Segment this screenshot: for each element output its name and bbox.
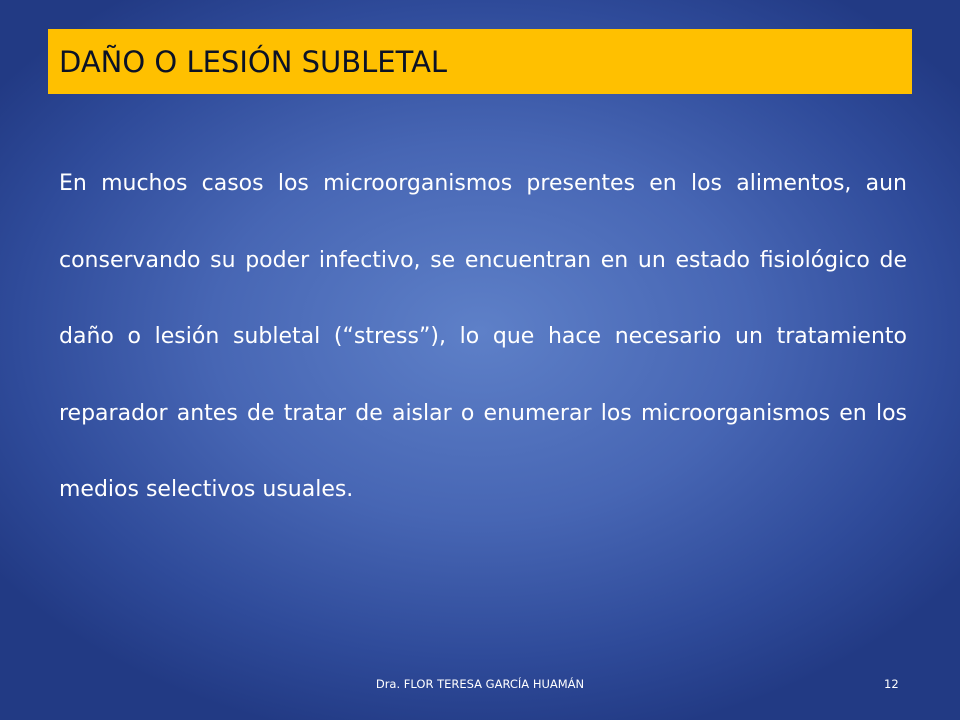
footer-author: Dra. FLOR TERESA GARCÍA HUAMÁN (375, 677, 585, 691)
page-number: 12 (884, 677, 899, 691)
title-bar (48, 29, 912, 94)
slide-body-text: En muchos casos los microorganismos presentes en los alimentos, aun conservando su poder infectivo, se encuentran en un estado fisiológico de daño o lesión subletal (“stress”), lo que hace necesario un tratamiento reparador antes de tratar de aislar o enumerar los microorganismos en los medios selectivos usuales. (59, 171, 907, 502)
slide-title: DAÑO O LESIÓN SUBLETAL (59, 44, 448, 79)
